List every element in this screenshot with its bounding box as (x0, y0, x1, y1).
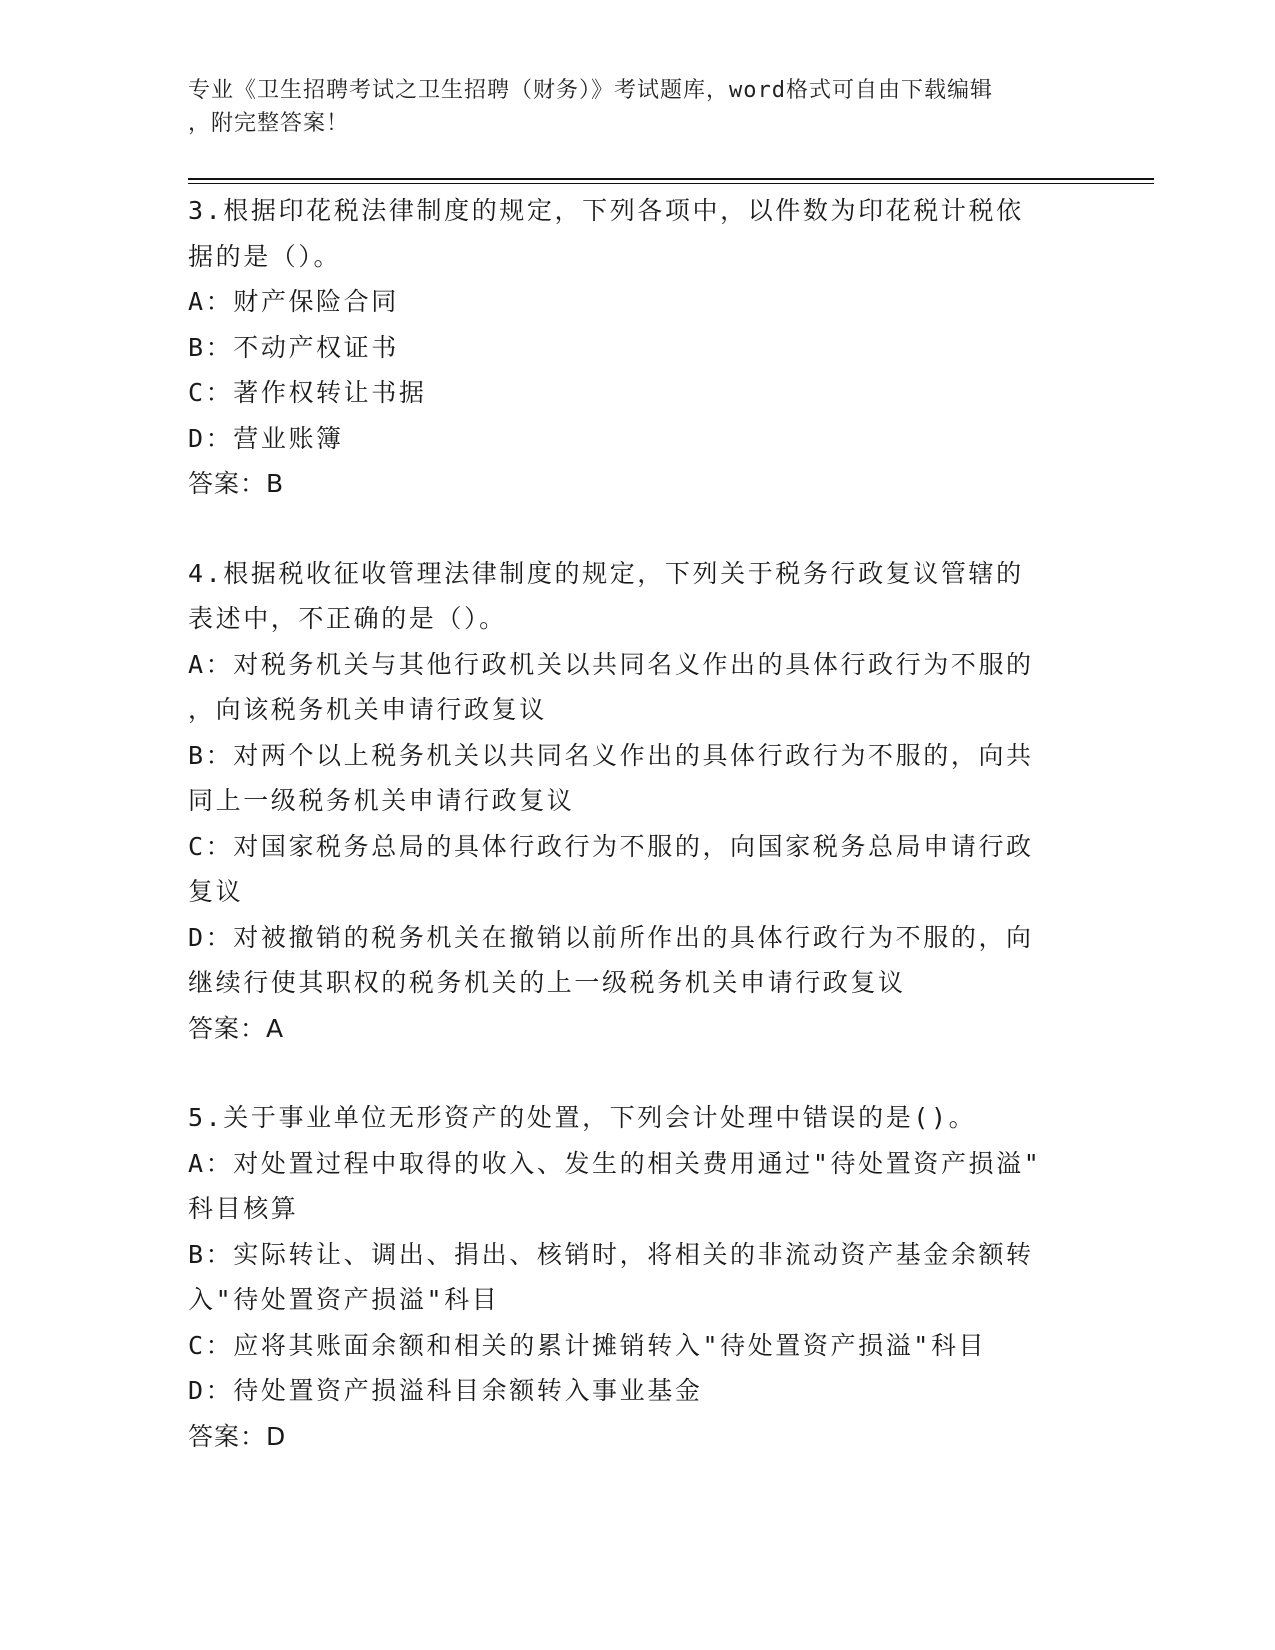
answer-label: 答案：B (188, 469, 285, 498)
option-c: C：著作权转让书据 (188, 378, 427, 407)
question-stem: 3.根据印花税法律制度的规定，下列各项中，以件数为印花税计税依 (188, 196, 1024, 225)
question-stem: 表述中，不正确的是（）。 (188, 604, 507, 633)
option-a-continued: ，向该税务机关申请行政复议 (188, 695, 547, 724)
option-a: A：对税务机关与其他行政机关以共同名义作出的具体行政行为不服的 (188, 649, 1034, 679)
option-a: A：对处置过程中取得的收入、发生的相关费用通过"待处置资产损溢" (188, 1148, 1042, 1178)
option-b: B：不动产权证书 (188, 332, 399, 362)
question-list (188, 188, 1088, 1459)
document-header (188, 74, 1088, 140)
option-c-continued: 复议 (188, 877, 244, 906)
option-d: D：营业账簿 (188, 423, 344, 453)
question-stem: 据的是（）。 (188, 241, 342, 271)
question-item (188, 551, 1088, 1052)
option-c: C：对国家税务总局的具体行政行为不服的，向国家税务总局申请行政 (188, 831, 1034, 861)
option-b: B：对两个以上税务机关以共同名义作出的具体行政行为不服的，向共 (188, 740, 1034, 770)
question-spacer (188, 507, 1088, 551)
header-line: ，附完整答案！ (188, 111, 350, 136)
question-stem: 5.关于事业单位无形资产的处置，下列会计处理中错误的是()。 (188, 1103, 977, 1132)
question-item (188, 188, 1088, 507)
option-d: D：对被撤销的税务机关在撤销以前所作出的具体行政行为不服的，向 (188, 922, 1034, 952)
option-b-continued: 同上一级税务机关申请行政复议 (188, 786, 575, 815)
answer-label: 答案：A (188, 1013, 285, 1043)
option-a-continued: 科目核算 (188, 1194, 299, 1223)
option-b: B：实际转让、调出、捐出、核销时，将相关的非流动资产基金余额转 (188, 1239, 1034, 1269)
option-c: C：应将其账面余额和相关的累计摊销转入"待处置资产损溢"科目 (188, 1330, 987, 1360)
option-d-continued: 继续行使其职权的税务机关的上一级税务机关申请行政复议 (188, 968, 906, 997)
question-item (188, 1095, 1088, 1459)
header-divider (188, 178, 1154, 180)
answer-label: 答案：D (188, 1421, 287, 1451)
header-divider-thin (188, 183, 1154, 184)
question-stem: 4.根据税收征收管理法律制度的规定，下列关于税务行政复议管辖的 (188, 558, 1024, 588)
question-spacer (188, 1051, 1088, 1095)
option-b-continued: 入"待处置资产损溢"科目 (188, 1285, 500, 1314)
header-line: 专业《卫生招聘考试之卫生招聘（财务）》考试题库，word格式可自由下载编辑 (188, 78, 993, 103)
option-d: D：待处置资产损溢科目余额转入事业基金 (188, 1376, 703, 1405)
option-a: A：财产保险合同 (188, 287, 399, 316)
